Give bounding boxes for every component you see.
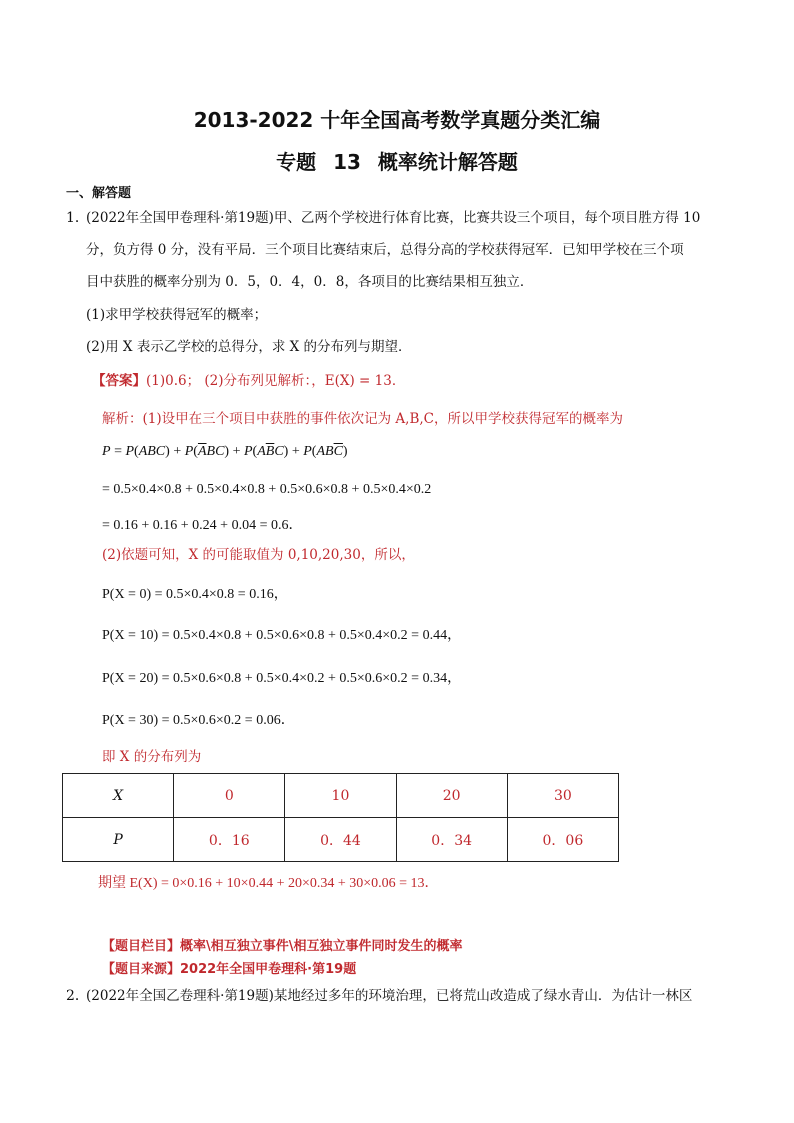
q1-prob-x30: P(X = 30) = 0.5×0.6×0.2 = 0.06．: [102, 713, 295, 728]
table-cell: 0: [174, 774, 285, 818]
q1-solution-intro: 解析：(1)设甲在三个项目中获胜的事件依次记为 A,B,C，所以甲学校获得冠军的概率为: [102, 411, 623, 427]
q2-number: 2．: [66, 988, 89, 1004]
table-cell: 0．16: [174, 818, 285, 862]
q1-equation-1: $P = P(ABC) + P(\overline{A}BC) + P(A\overline{B}C) + P(AB\overline{C})$: [102, 444, 348, 459]
table-cell: 0．34: [396, 818, 507, 862]
table-row: [63, 818, 619, 862]
q1-stem-line3: 目中获胜的概率分别为 0．5，0．4，0．8，各项目的比赛结果相互独立．: [86, 274, 534, 290]
table-cell: 0．06: [507, 818, 618, 862]
document-title: 2013-2022 十年全国高考数学真题分类汇编: [193, 108, 601, 132]
q2-stem-line1: (2022年全国乙卷理科·第19题)某地经过多年的环境治理，已将荒山改造成了绿水青山．为估计一林区: [86, 988, 693, 1004]
table-row: [63, 774, 619, 818]
q1-prob-x0: P(X = 0) = 0.5×0.4×0.8 = 0.16，: [102, 587, 288, 602]
q1-topic: 【题目栏目】概率\相互独立事件\相互独立事件同时发生的概率: [102, 939, 463, 954]
q1-stem-line1: (2022年全国甲卷理科·第19题)甲、乙两个学校进行体育比赛，比赛共设三个项目，每个项目胜方得 10: [86, 210, 701, 226]
q1-number: 1．: [66, 210, 89, 226]
table-cell: 10: [285, 774, 396, 818]
q1-stem-line2: 分，负方得 0 分，没有平局．三个项目比赛结束后，总得分高的学校获得冠军．已知甲学校在三个项: [86, 242, 684, 258]
q1-answer: [92, 371, 405, 391]
table-cell: 30: [507, 774, 618, 818]
q1-expectation: 期望 E(X) = 0×0.16 + 10×0.44 + 20×0.34 + 30×0.06 = 13．: [98, 876, 439, 891]
table-cell: 0．44: [285, 818, 396, 862]
q1-part1: (1)求甲学校获得冠军的概率；: [86, 307, 268, 323]
q1-equation-3: = 0.16 + 0.16 + 0.24 + 0.04 = 0.6．: [102, 518, 303, 533]
q1-solution-part2: (2)依题可知，X 的可能取值为 0,10,20,30，所以，: [102, 547, 415, 563]
q1-distribution-intro: 即 X 的分布列为: [102, 749, 202, 765]
document-subtitle: 专题 13 概率统计解答题: [276, 150, 518, 174]
q1-source: 【题目来源】2022年全国甲卷理科·第19题: [102, 962, 357, 977]
q1-prob-x10: P(X = 10) = 0.5×0.4×0.8 + 0.5×0.6×0.8 + 0.5×0.4×0.2 = 0.44，: [102, 628, 462, 643]
answer-text: (1)0.6； (2)分布列见解析：，E(X) = 13．: [146, 373, 406, 389]
answer-label: 【答案】: [92, 373, 146, 389]
distribution-table: [62, 773, 619, 862]
q1-part2: (2)用 X 表示乙学校的总得分，求 X 的分布列与期望．: [86, 339, 412, 355]
q1-equation-2: = 0.5×0.4×0.8 + 0.5×0.4×0.8 + 0.5×0.6×0.8 + 0.5×0.4×0.2: [102, 482, 432, 497]
q1-prob-x20: P(X = 20) = 0.5×0.6×0.8 + 0.5×0.4×0.2 + 0.5×0.6×0.2 = 0.34，: [102, 671, 462, 686]
table-cell: P: [63, 818, 174, 862]
section-heading: 一、解答题: [66, 186, 132, 201]
table-cell: 20: [396, 774, 507, 818]
table-cell: X: [63, 774, 174, 818]
